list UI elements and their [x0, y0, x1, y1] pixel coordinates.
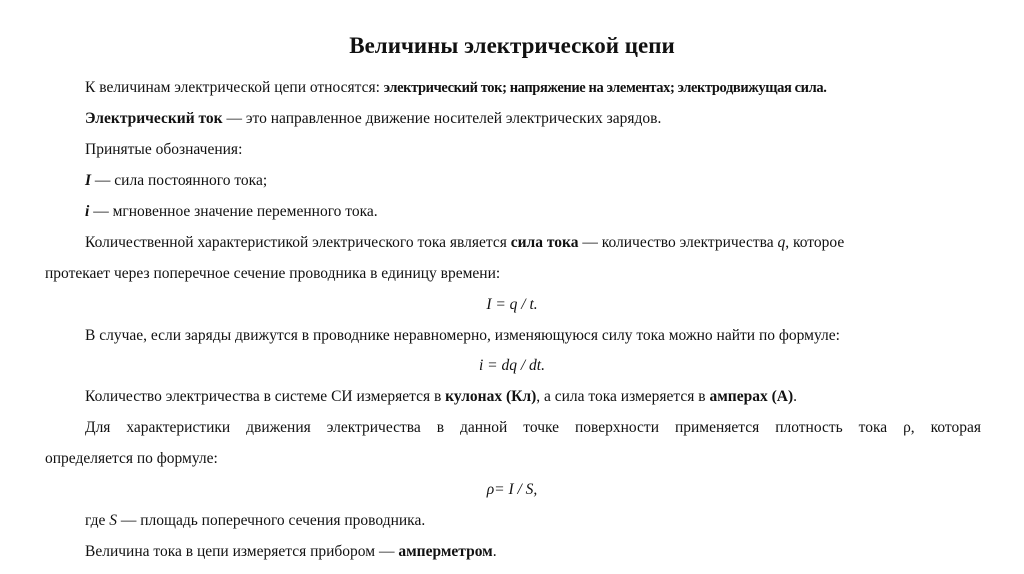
intro-text: К величинам электрической цепи относятся: — [85, 79, 384, 96]
intro-line — [85, 78, 826, 98]
coulomb-unit: кулонах (Кл) — [445, 388, 537, 405]
nonuniform-text: В случае, если заряды движутся в проводнике неравномерно, изменяющуюся силу тока можно найти по формуле: — [85, 327, 840, 344]
current-density-line-1: Для характеристики движения электричества в данной точке поверхности применяется плотность тока ρ, которая — [85, 419, 981, 436]
current-strength-line-1: Количественной характеристикой электрического тока является сила тока — количество электричества q, которое — [85, 234, 845, 251]
current-density-line-2: определяется по формуле: — [45, 450, 218, 467]
symbol-i: i — [85, 203, 90, 220]
intro-quantities: электрический ток; напряжение на элементах; электродвижущая сила. — [383, 80, 827, 96]
current-term: Электрический ток — [85, 110, 223, 127]
ammeter-term: амперметром — [398, 543, 493, 560]
current-strength-term: сила тока — [510, 234, 579, 251]
notation-ac-text: — мгновенное значение переменного тока. — [89, 203, 378, 220]
notation-dc — [85, 171, 267, 191]
current-definition-text: — это направленное движение носителей электрических зарядов. — [222, 110, 662, 127]
current-strength-line-2: протекает через поперечное сечение проводника в единицу времени: — [45, 265, 501, 282]
current-definition — [85, 109, 661, 129]
formula-instant-current: i = dq / dt. — [478, 357, 545, 374]
notation-heading: Принятые обозначения: — [85, 141, 243, 158]
formula-current: I = q / t. — [486, 296, 538, 313]
ammeter-line: Величина тока в цепи измеряется прибором — амперметром. — [85, 543, 497, 560]
variable-S: S — [109, 512, 117, 529]
si-units-line: Количество электричества в системе СИ измеряется в кулонах (Кл), а сила тока измеряется в амперах (А). — [85, 388, 797, 405]
area-definition: где S — площадь поперечного сечения проводника. — [85, 512, 426, 529]
symbol-I: I — [85, 172, 92, 189]
formula-current-density: ρ= I / S, — [486, 481, 538, 498]
notation-dc-text: — сила постоянного тока; — [91, 172, 268, 189]
ampere-unit: амперах (А) — [709, 388, 794, 405]
notation-ac — [85, 202, 378, 222]
variable-q: q — [777, 234, 786, 251]
slide-title: Величины электрической цепи — [349, 33, 675, 58]
